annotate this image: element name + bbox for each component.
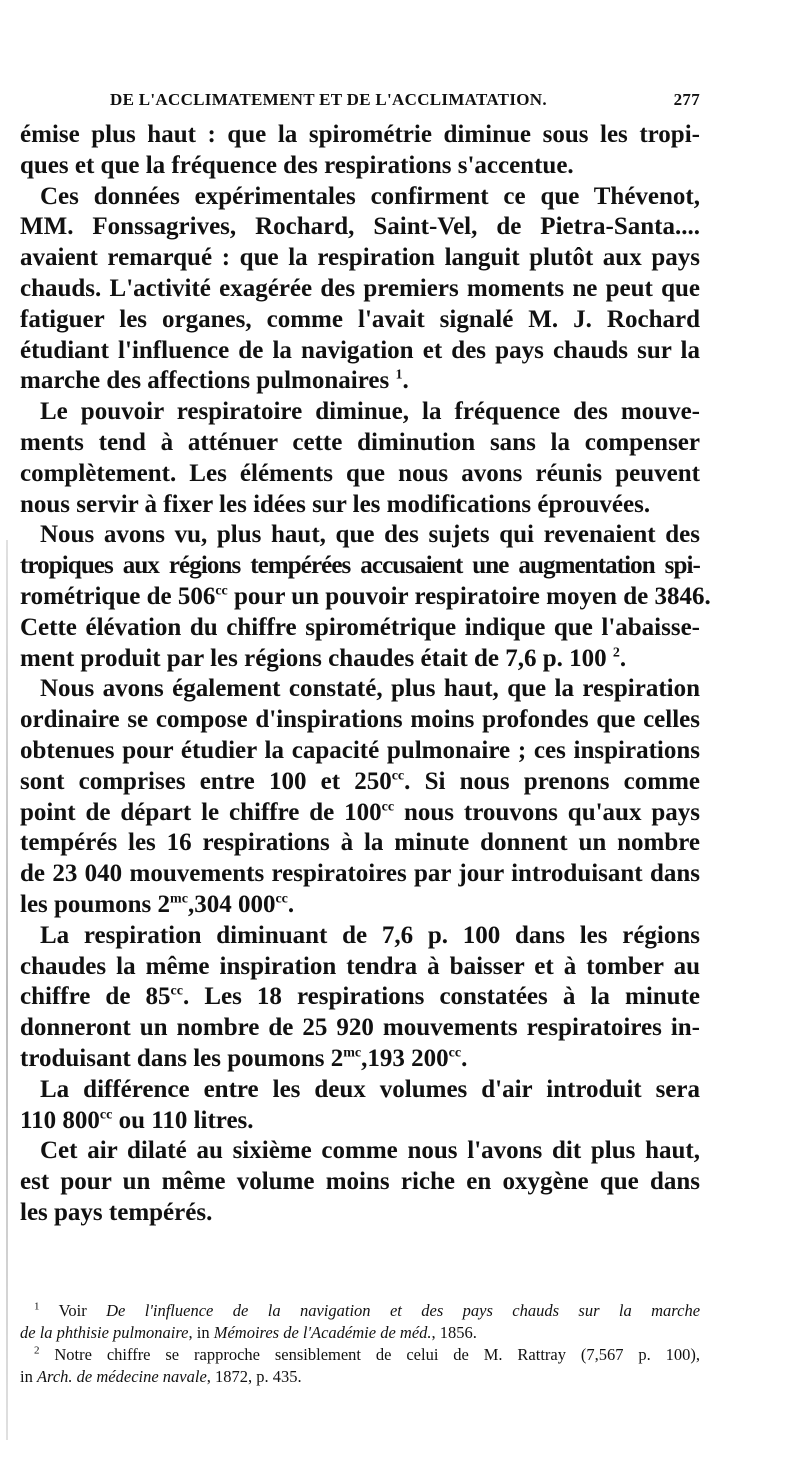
text-line: Le pouvoir respiratoire diminue, la fréquence des mouve- xyxy=(40,398,700,426)
text-run: sont comprises entre 100 et 250 xyxy=(20,767,392,795)
text-line: Nous avons vu, plus haut, que des sujets qui revenaient des xyxy=(40,521,700,549)
text-line xyxy=(20,582,711,613)
footnote-1-line xyxy=(20,1300,700,1322)
text-line: Cet air dilaté au sixième comme nous l'avons dit plus haut, xyxy=(40,1137,700,1165)
body-text xyxy=(20,120,711,1229)
cited-title: de la phthisie pulmonaire xyxy=(20,1323,189,1342)
text-line: ques et que la fréquence des respirations s'accentue. xyxy=(20,151,574,179)
text-run: . Les 18 respirations constatées à la minute xyxy=(182,983,700,1011)
running-header xyxy=(110,90,700,120)
text-line: étudiant l'influence de la navigation et des pays chauds sur la xyxy=(20,336,700,364)
footnote-2-line xyxy=(20,1366,700,1388)
text-run: Voir xyxy=(58,1301,87,1320)
text-run: marche des affections pulmonaires xyxy=(20,367,390,395)
text-run: , in xyxy=(188,1323,210,1342)
text-line: ments tend à atténuer cette diminution sans la compenser xyxy=(20,428,700,456)
scan-edge-shadow xyxy=(6,540,8,1440)
text-run: 110 800 xyxy=(20,1106,100,1134)
text-line xyxy=(20,982,700,1013)
text-line: obtenues pour étudier la capacité pulmonaire ; ces inspirations xyxy=(20,736,700,764)
text-run: chiffre de 85 xyxy=(20,983,171,1011)
unit-cc: cc xyxy=(215,583,228,599)
text-line: nous servir à fixer les idées sur les modifications éprouvées. xyxy=(20,490,651,518)
text-line: La respiration diminuant de 7,6 p. 100 dans les régions xyxy=(40,921,700,949)
text-line: fatiguer les organes, comme l'avait signalé M. J. Rochard xyxy=(20,305,700,333)
cited-journal: Arch. de médecine navale xyxy=(36,1367,207,1386)
text-line xyxy=(20,1106,700,1137)
text-run: ou 110 litres. xyxy=(112,1106,254,1134)
text-line: La différence entre les deux volumes d'air introduit sera xyxy=(40,1075,700,1103)
text-line: MM. Fonssagrives, Rochard, Saint-Vel, de Pietra-Santa.... xyxy=(20,213,700,241)
text-line: les pays tempérés. xyxy=(20,1198,213,1226)
text-line: Cette élévation du chiffre spirométrique indique que l'abaisse- xyxy=(20,613,700,641)
footnote-ref-2: 2 xyxy=(612,645,620,661)
text-line: ordinaire se compose d'inspirations moins profondes que celles xyxy=(20,706,700,734)
text-line: chauds. L'activité exagérée des premiers moments ne peut que xyxy=(20,274,700,302)
text-line: est pour un même volume moins riche en oxygène que dans xyxy=(20,1168,700,1196)
text-run: , 1856. xyxy=(431,1323,477,1342)
unit-cc: cc xyxy=(448,1045,462,1061)
text-line: troduisant dans les poumons $2^{mc},193$ $200^{cc}$. xyxy=(20,1044,468,1072)
unit-mc: mc xyxy=(170,891,188,907)
page-number: 277 xyxy=(673,90,700,109)
text-run: les poumons 2 xyxy=(20,890,171,918)
footnote-ref-1: 1 xyxy=(395,368,403,384)
unit-cc: cc xyxy=(275,891,288,907)
text-line: avaient remarqué : que la respiration languit plutôt aux pays xyxy=(20,244,700,272)
unit-cc: cc xyxy=(391,768,405,784)
footnote-2-marker: 2 xyxy=(34,1344,40,1357)
text-run: ,193 200 xyxy=(361,1044,449,1072)
text-line: ment produit par les régions chaudes était de 7,6 p. 100 $^2$. xyxy=(20,644,627,672)
running-title: DE L'ACCLIMATEMENT ET DE L'ACCLIMATATION. xyxy=(110,90,547,109)
text-run: ,304 000 xyxy=(187,890,276,918)
footnote-1-marker: 1 xyxy=(34,1300,40,1313)
text-run: nous trouvons qu'aux pays xyxy=(394,798,700,826)
text-run: pour un pouvoir respiratoire moyen de 3846. xyxy=(234,582,711,610)
text-line: complètement. Les éléments que nous avons réunis peuvent xyxy=(20,459,700,487)
text-line: les poumons $2^{mc},304$ $000^{cc}$. xyxy=(20,890,295,918)
text-line: Ces données expérimentales confirment ce que Thévenot, xyxy=(40,182,700,210)
unit-cc: cc xyxy=(170,983,183,999)
text-run: troduisant dans les poumons 2 xyxy=(20,1044,344,1072)
text-line: émise plus haut : que la spirométrie diminue sous les tropi- xyxy=(20,121,700,148)
text-run: , 1872, p. 435. xyxy=(206,1367,302,1386)
footnotes xyxy=(20,1300,700,1388)
cited-title: De l'influence de la navigation et des pays chauds sur la marche xyxy=(106,1301,701,1320)
text-run: Notre chiffre se rapproche sensiblement de celui de M. Rattray (7,567 p. 100), xyxy=(54,1345,701,1364)
cited-journal: Mémoires de l'Académie de méd. xyxy=(213,1323,432,1342)
text-run: rométrique de 506 xyxy=(20,582,216,610)
text-line: tropiques aux régions tempérées accusaient une augmentation spi- xyxy=(20,552,700,580)
text-run: in xyxy=(20,1367,33,1386)
text-run: ment produit par les régions chaudes était de 7,6 p. 100 xyxy=(20,644,607,672)
unit-mc: mc xyxy=(343,1045,362,1061)
text-run: . Si nous prenons comme xyxy=(404,767,700,795)
text-line: tempérés les 16 respirations à la minute donnent un nombre xyxy=(20,829,700,857)
text-run: point de départ le chiffre de 100 xyxy=(20,798,382,826)
text-line xyxy=(20,798,700,829)
footnote-1-line xyxy=(20,1322,700,1344)
footnote-2-line xyxy=(20,1344,700,1366)
text-line: donneront un nombre de 25 920 mouvements respiratoires in- xyxy=(20,1014,700,1042)
text-line: Nous avons également constaté, plus haut, que la respiration xyxy=(40,675,700,703)
unit-cc: cc xyxy=(99,1107,113,1123)
text-line: chaudes la même inspiration tendra à baisser et à tomber au xyxy=(20,952,700,980)
text-line: marche des affections pulmonaires $^1$. xyxy=(20,367,409,395)
unit-cc: cc xyxy=(381,799,395,815)
text-line xyxy=(20,767,700,798)
text-line: de 23 040 mouvements respiratoires par jour introduisant dans xyxy=(20,860,700,888)
